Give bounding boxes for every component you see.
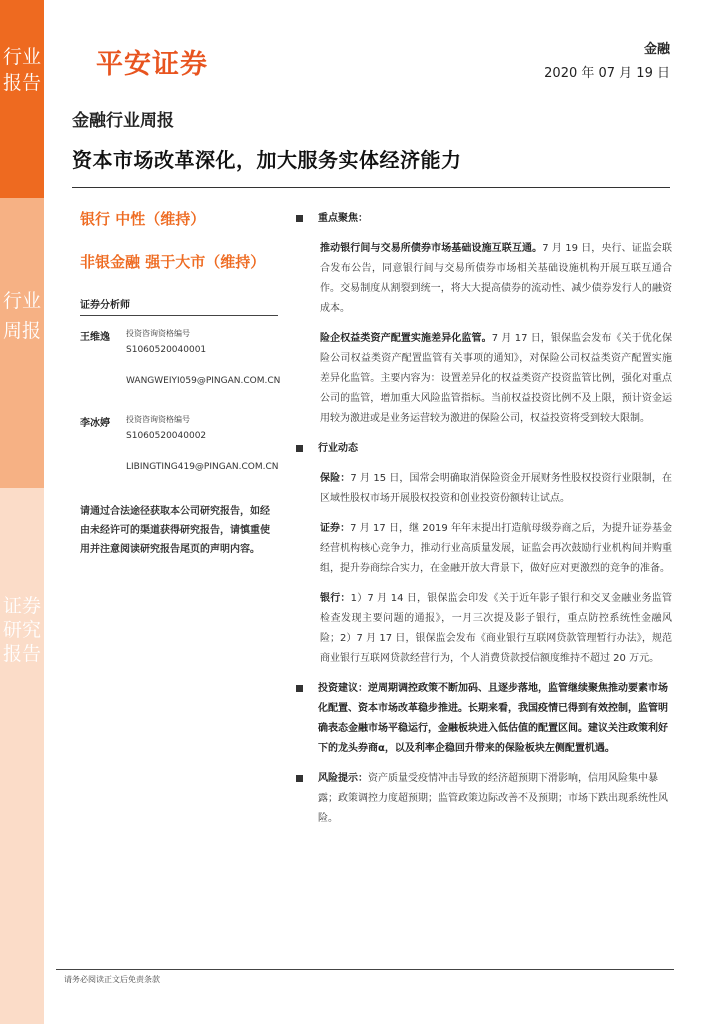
bullet-square-icon (296, 215, 303, 222)
paragraph-insurance (296, 469, 672, 509)
paragraph-lead: 保险： (320, 473, 351, 484)
paragraph-lead: 投资建议： (318, 683, 368, 694)
analyst-license-number: S1060520040001 (126, 345, 207, 355)
paragraph-securities (296, 519, 672, 579)
paragraph-lead: 风险提示： (318, 773, 368, 784)
analyst-email[interactable]: WANGWEIYI059@PINGAN.COM.CN (126, 376, 281, 386)
paragraph-body: 资产质量受疫情冲击导致的经济超预期下滑影响，信用风险集中暴露；政策调控力度超预期；监管政策边际改善不及预期；市场下跌出现系统性风险。 (318, 773, 668, 824)
page-title: 资本市场改革深化，加大服务实体经济能力 (72, 148, 462, 172)
bullet-square-icon (296, 685, 303, 692)
report-category: 金融 (643, 42, 670, 57)
bullet-square-icon (296, 775, 303, 782)
bullet-square-icon (296, 445, 303, 452)
brand-logo: 平安证券 (96, 49, 208, 80)
analyst-email[interactable]: LIBINGTING419@PINGAN.COM.CN (126, 462, 279, 472)
paragraph-lead: 银行： (320, 593, 351, 604)
paragraph-bond-connect (296, 239, 672, 319)
paragraph-insurer-equity (296, 329, 672, 429)
analyst-card (80, 412, 280, 488)
sidebar-band-top (0, 0, 44, 198)
report-date: 2020 年 07 月 19 日 (544, 66, 670, 81)
report-type: 金融行业周报 (72, 111, 174, 131)
paragraph-body: 逆周期调控政策不断加码、且逐步落地，监管继续聚焦推动要素市场化配置、资本市场改革稳步推进。长期来看，我国疫情已得到有效控制，监管明确表态金融市场平稳运行，金融板块进入低估值的配置区间。建议关注政策利好下的龙头券商α，以及利率企稳回升带来的保险板块左侧配置机遇。 (318, 683, 668, 754)
sidebar-text-weekly: 行业周报 (2, 290, 41, 342)
rating-bank: 银行 中性（维持） (80, 210, 206, 228)
paragraph-lead: 证券： (320, 523, 351, 534)
disclaimer-note: 请通过合法途径获取本公司研究报告，如经由未经许可的渠道获得研究报告，请慎重使用并注意阅读研究报告尾页的声明内容。 (80, 506, 270, 555)
section-heading-focus (296, 209, 672, 229)
sidebar-text-report: 行业报告 (2, 46, 41, 94)
sidebar-band-bottom (0, 488, 44, 1024)
sidebar-text-research: 证券研究报告 (2, 595, 41, 665)
sidebar-band-middle (0, 198, 44, 488)
section-title: 行业动态 (318, 443, 358, 454)
paragraph-body: 7 月 19 日，央行、证监会联合发布公告，同意银行间与交易所债券市场相关基础设施机构开展互联互通合作。交易制度从割裂到统一，将大大提高债券的流动性、减少债券发行人的融资成本。 (320, 243, 673, 314)
footer-note: 请务必阅读正文后免责条款 (64, 975, 160, 984)
header-divider (72, 187, 670, 188)
section-risk-warning (296, 769, 672, 829)
paragraph-body: 7 月 17 日，继 2019 年年末提出打造航母级券商之后，为提升证券基金经营机构核心竞争力，推动行业高质量发展，证监会再次鼓励行业机构间并购重组，提升券商综合实力，在金融开放大背景下，做好应对更激烈的竞争的准备。 (320, 523, 673, 574)
analyst-name: 王维逸 (80, 332, 110, 343)
section-investment-advice (296, 679, 672, 759)
paragraph-body: 7 月 17 日，银保监会发布《关于优化保险公司权益类资产配置监管有关事项的通知》，对保险公司权益类资产配置实施差异化监管。主要内容为：设置差异化的权益类资产投资监管比例，强化对重点公司的监管，增加重大风险监管指标。当前权益投资比例不及上限，预计资金运用较为激进或是业务运营较为激进的保险公司，权益投资将受到较大限制。 (320, 333, 672, 424)
analyst-license-number: S1060520040002 (126, 431, 207, 441)
footer-divider (56, 969, 674, 970)
analyst-license-label: 投资咨询资格编号 (126, 329, 190, 338)
paragraph-lead: 推动银行间与交易所债券市场基础设施互联互通。 (320, 243, 543, 254)
analyst-name: 李冰婷 (80, 418, 110, 429)
analyst-license-label: 投资咨询资格编号 (126, 415, 190, 424)
paragraph-bank (296, 589, 672, 669)
section-title: 重点聚焦： (318, 213, 368, 224)
left-column (80, 208, 280, 488)
analyst-card (80, 326, 280, 402)
paragraph-body: 7 月 15 日，国常会明确取消保险资金开展财务性股权投资行业限制，在区域性股权市场开展股权投资和创业投资份额转让试点。 (320, 473, 673, 504)
analyst-section-title: 证券分析师 (80, 296, 278, 316)
paragraph-lead: 险企权益类资产配置实施差异化监管。 (320, 333, 492, 344)
paragraph-body: 1）7 月 14 日，银保监会印发《关于近年影子银行和交叉金融业务监管检查发现主要问题的通报》，一月三次提及影子银行，重点防控系统性金融风险；2）7 月 17 日，银保监会发布《商业银行互联网贷款管理暂行办法》，规范商业银行互联网贷款经营行为，个人消费贷款授信额度维持不超过 20 万元。 (320, 593, 672, 664)
section-heading-industry (296, 439, 672, 459)
main-content (296, 209, 672, 839)
rating-nonbank: 非银金融 强于大市（维持） (80, 253, 266, 271)
